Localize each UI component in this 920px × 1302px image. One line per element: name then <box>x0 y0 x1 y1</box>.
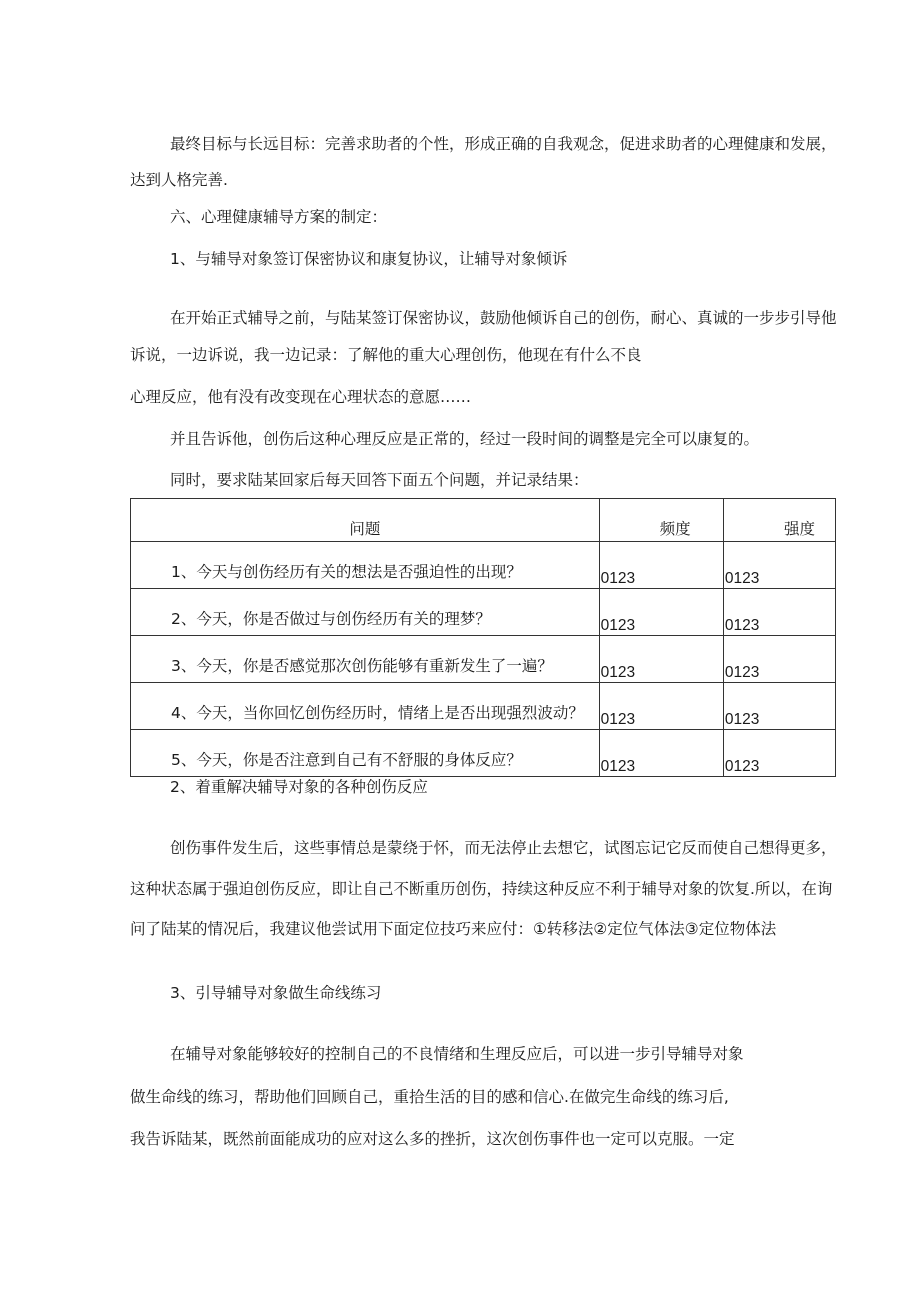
frequency-cell: 0123 <box>599 589 723 636</box>
intensity-cell: 0123 <box>723 730 835 777</box>
paragraph-lifeline-line-3: 我告诉陆某，既然前面能成功的应对这么多的挫折，这次创伤事件也一定可以克服。一定 <box>130 1130 735 1148</box>
frequency-cell: 0123 <box>599 542 723 589</box>
table-row <box>131 730 836 777</box>
question-cell: 5、今天，你是否注意到自己有不舒服的身体反应？ <box>131 730 600 777</box>
paragraph-lifeline-line-2: 做生命线的练习，帮助他们回顾自己，重拾生活的目的感和信心.在做完生命线的练习后, <box>130 1088 729 1106</box>
question-cell: 1、今天与创伤经历有关的想法是否强迫性的出现？ <box>131 542 600 589</box>
header-intensity: 强度 <box>723 499 835 542</box>
paragraph-goal-line-2: 达到人格完善. <box>130 171 228 189</box>
subsection-heading-1: 1、与辅导对象签订保密协议和康复协议，让辅导对象倾诉 <box>170 250 568 268</box>
table-row <box>131 636 836 683</box>
daily-questions-table <box>130 498 836 777</box>
frequency-cell: 0123 <box>599 636 723 683</box>
intensity-cell: 0123 <box>723 542 835 589</box>
table-header-row <box>131 499 836 542</box>
paragraph-daily-questions: 同时，要求陆某回家后每天回答下面五个问题，并记录结果： <box>170 471 589 489</box>
table-row <box>131 683 836 730</box>
question-cell: 3、今天，你是否感觉那次创伤能够有重新发生了一遍？ <box>131 636 600 683</box>
header-frequency: 频度 <box>599 499 723 542</box>
intensity-cell: 0123 <box>723 589 835 636</box>
question-cell: 2、今天，你是否做过与创伤经历有关的理梦？ <box>131 589 600 636</box>
question-cell: 4、今天，当你回忆创伤经历时，情绪上是否出现强烈波动？ <box>131 683 600 730</box>
paragraph-reassure: 并且告诉他，创伤后这种心理反应是正常的，经过一段时间的调整是完全可以康复的。 <box>170 430 760 448</box>
section-heading-6: 六、心理健康辅导方案的制定： <box>170 208 388 226</box>
paragraph-trauma-line-3: 问了陆某的情况后，我建议他尝试用下面定位技巧来应付：①转移法②定位气体法③定位物体法 <box>130 920 777 938</box>
subsection-heading-2: 2、着重解决辅导对象的各种创伤反应 <box>170 778 428 796</box>
table-row <box>131 542 836 589</box>
frequency-cell: 0123 <box>599 730 723 777</box>
intensity-cell: 0123 <box>723 683 835 730</box>
paragraph-confide-line-3: 心理反应，他有没有改变现在心理状态的意愿…… <box>130 388 472 406</box>
paragraph-trauma-line-1: 创伤事件发生后，这些事情总是蒙绕于怀，而无法停止去想它，试图忘记它反而使自己想得更多， <box>170 839 837 857</box>
paragraph-confide-line-1: 在开始正式辅导之前，与陆某签订保密协议，鼓励他倾诉自己的创伤，耐心、真诚的一步步引导他 <box>170 309 837 327</box>
intensity-cell: 0123 <box>723 636 835 683</box>
paragraph-lifeline-line-1: 在辅导对象能够较好的控制自己的不良情绪和生理反应后，可以进一步引导辅导对象 <box>170 1045 744 1063</box>
paragraph-goal-line-1: 最终目标与长远目标：完善求助者的个性，形成正确的自我观念，促进求助者的心理健康和发展， <box>170 135 837 153</box>
paragraph-trauma-line-2: 这种状态属于强迫创伤反应，即让自己不断重历创伤，持续这种反应不利于辅导对象的饮复.所以，在询 <box>130 880 833 898</box>
header-question: 问题 <box>131 499 600 542</box>
paragraph-confide-line-2: 诉说，一边诉说，我一边记录：了解他的重大心理创伤，他现在有什么不良 <box>130 346 642 364</box>
subsection-heading-3: 3、引导辅导对象做生命线练习 <box>170 984 382 1002</box>
table-row <box>131 589 836 636</box>
frequency-cell: 0123 <box>599 683 723 730</box>
